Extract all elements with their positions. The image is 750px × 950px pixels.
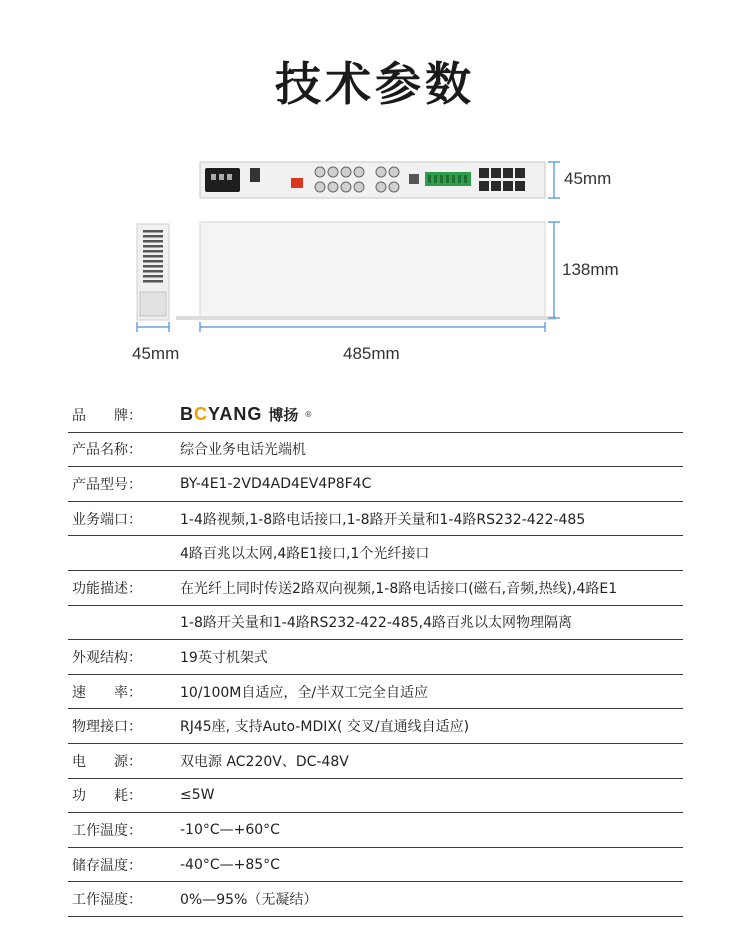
spec-label: 外观结构： — [72, 649, 142, 666]
spec-value — [178, 404, 683, 425]
height-front-label: 45mm — [564, 169, 612, 188]
spec-label: 功 耗： — [72, 788, 142, 805]
spec-row — [68, 467, 683, 502]
spec-value: 0%—95%（无凝结） — [180, 892, 318, 909]
spec-label: 品 牌： — [72, 407, 142, 424]
spec-value: 4路百兆以太网,4路E1接口,1个光纤接口 — [180, 546, 430, 563]
brand-logo-o: C — [194, 404, 208, 425]
spec-value: 双电源 AC220V、DC-48V — [180, 753, 349, 770]
width-label: 485mm — [343, 344, 400, 363]
spec-label: 产品型号： — [72, 476, 142, 493]
spec-value: BY-4E1-2VD4AD4EV4P8F4C — [180, 475, 372, 492]
spec-value: 在光纤上同时传送2路双向视频,1-8路电话接口(磁石,音频,热线),4路E1 — [180, 580, 618, 597]
depth-label: 45mm — [132, 344, 180, 363]
spec-value: -10°C—+60°C — [180, 821, 280, 838]
spec-label: 储存温度： — [72, 857, 142, 874]
spec-label: 物理接口： — [72, 719, 142, 736]
spec-label: 工作湿度： — [72, 892, 142, 909]
spec-label: 电 源： — [72, 753, 142, 770]
spec-label: 业务端口： — [72, 511, 142, 528]
spec-value: 19英寸机架式 — [180, 649, 268, 666]
brand-logo-b: B — [180, 404, 194, 425]
spec-value: RJ45座, 支持Auto-MDIX( 交叉/直通线自适应) — [180, 719, 470, 736]
spec-value: -40°C—+85°C — [180, 856, 280, 873]
device-figure — [0, 150, 750, 380]
spec-row — [68, 779, 683, 814]
spec-row — [68, 882, 683, 917]
spec-value: 综合业务电话光端机 — [180, 442, 306, 459]
spec-row — [68, 536, 683, 571]
spec-label: 工作温度： — [72, 822, 142, 839]
spec-row — [68, 571, 683, 606]
spec-row — [68, 813, 683, 848]
brand-logo-suffix: YANG — [208, 404, 263, 425]
spec-row — [68, 675, 683, 710]
page-title: 技术参数 — [275, 57, 475, 111]
spec-row — [68, 433, 683, 468]
spec-value: 1-8路开关量和1-4路RS232-422-485,4路百兆以太网物理隔离 — [180, 615, 572, 632]
brand-logo — [180, 404, 262, 425]
spec-row — [68, 709, 683, 744]
brand-name-cn: 博扬 — [268, 406, 299, 425]
spec-value: ≤5W — [180, 787, 215, 804]
height-top-label: 138mm — [562, 260, 619, 279]
spec-row — [68, 640, 683, 675]
spec-value: 1-4路视频,1-8路电话接口,1-8路开关量和1-4路RS232-422-485 — [180, 511, 586, 528]
side-view — [137, 224, 169, 320]
top-view — [176, 222, 556, 320]
spec-label: 速 率： — [72, 684, 142, 701]
front-panel — [200, 162, 545, 198]
spec-row — [68, 848, 683, 883]
spec-row — [68, 606, 683, 641]
spec-label: 产品名称： — [72, 442, 142, 459]
spec-row — [68, 502, 683, 537]
spec-label: 功能描述： — [72, 580, 142, 597]
spec-value: 10/100M自适应，全/半双工完全自适应 — [180, 684, 429, 701]
spec-table — [68, 398, 683, 917]
spec-row — [68, 744, 683, 779]
spec-row — [68, 398, 683, 433]
registered-mark: ® — [304, 410, 313, 420]
